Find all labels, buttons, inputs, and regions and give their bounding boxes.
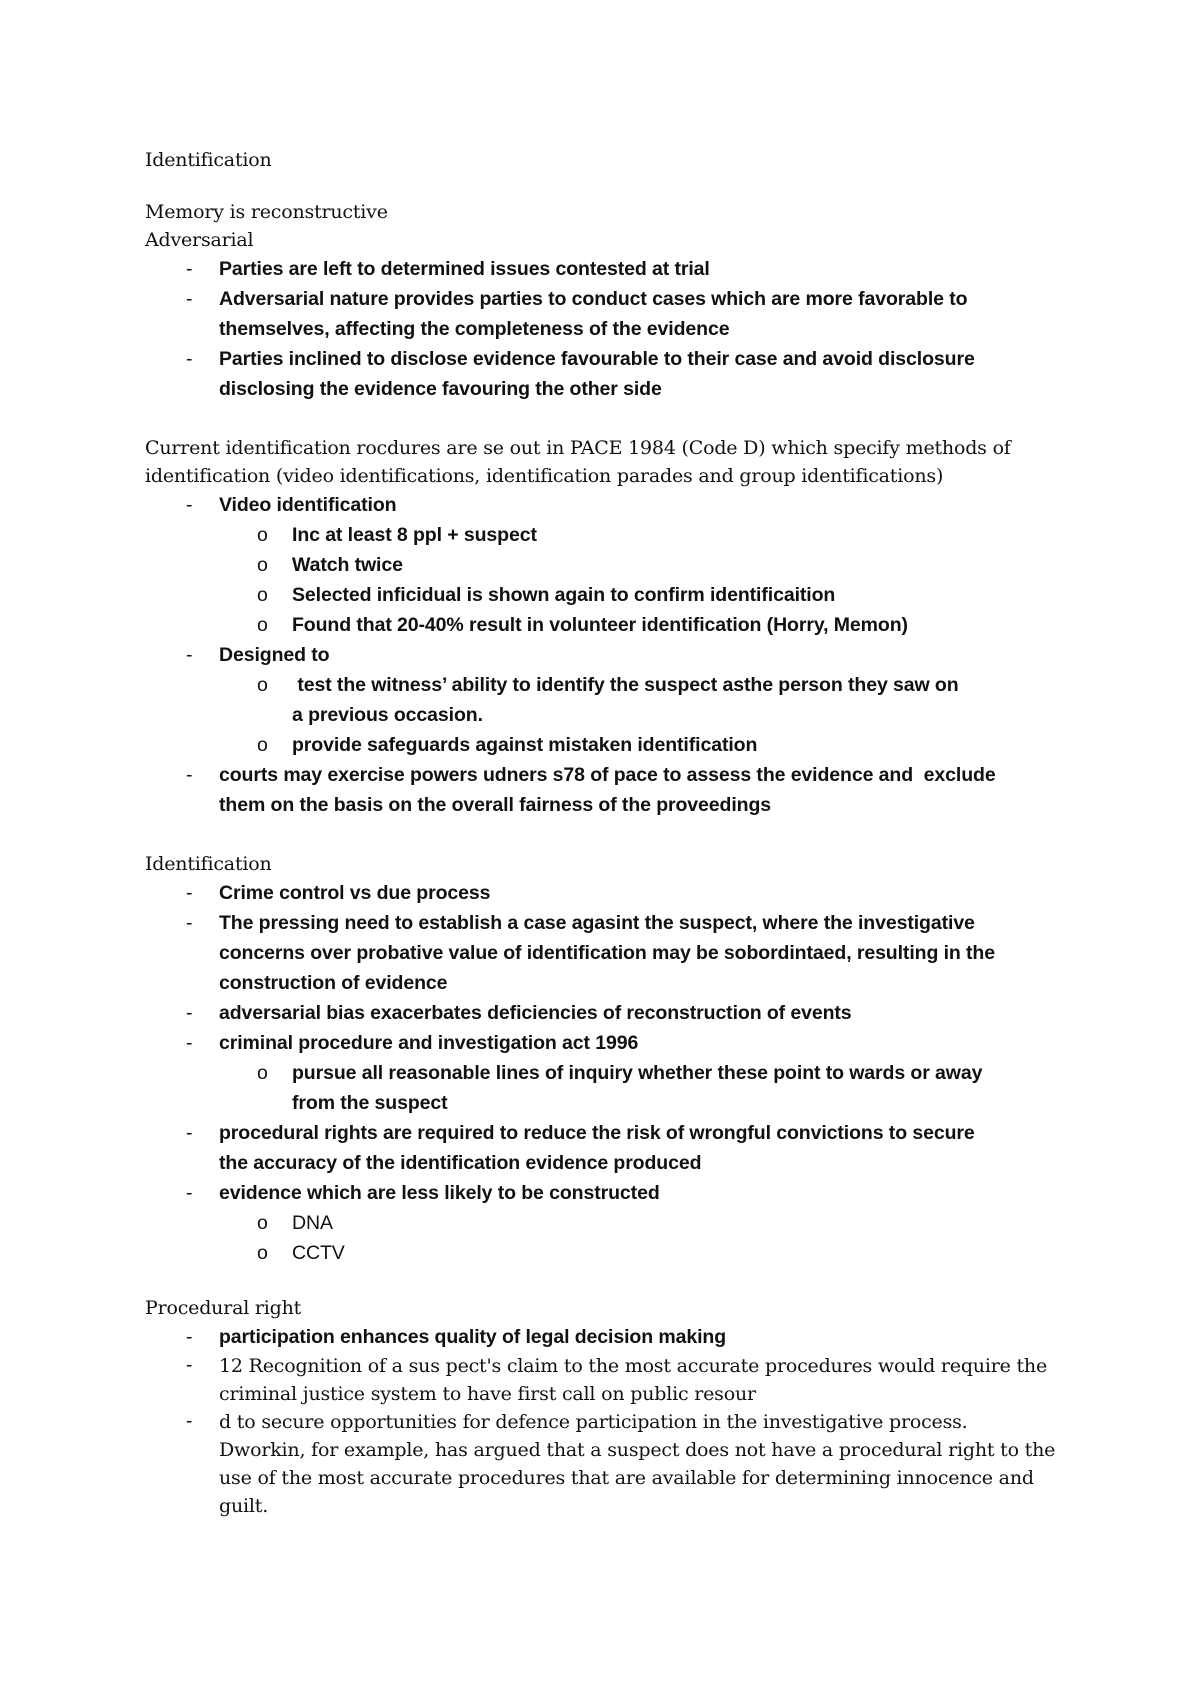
dash-marker: - [186, 258, 193, 280]
sub-list-item-text: Inc at least 8 ppl + suspect [292, 524, 537, 546]
list-item [145, 640, 1065, 670]
sub-list-item-text: CCTV [292, 1242, 345, 1264]
dash-marker: - [186, 1002, 193, 1024]
circle-marker: o [257, 614, 268, 636]
circle-marker: o [257, 1062, 268, 1084]
dash-marker: - [186, 1411, 193, 1432]
list-item-text: The pressing need to establish a case agasint the suspect, where the investigative concerns over probative value of identification may be sobordintaed, resulting in the construction of evidence [219, 912, 995, 994]
sub-list-item-text: pursue all reasonable lines of inquiry whether these point to wards or away from the suspect [292, 1062, 983, 1114]
list-item [145, 284, 979, 344]
sub-list-item [145, 1208, 1065, 1238]
list-item-text: Video identification [219, 494, 397, 516]
list-item-text: procedural rights are required to reduce the risk of wrongful convictions to secure the accuracy of the identification evidence produced [219, 1122, 975, 1174]
list-item-text: Adversarial nature provides parties to conduct cases which are more favorable to themselves, affecting the completeness of the evidence [219, 288, 968, 340]
sub-list-item [145, 580, 1065, 610]
list-item [145, 1352, 1059, 1408]
sub-list-item-text: Selected inficidual is shown again to confirm identificaition [292, 584, 836, 606]
pace-intro-line: identification (video identifications, identification parades and group identifications) [145, 465, 944, 487]
list-item [145, 254, 1065, 284]
list-item-text: 12 Recognition of a sus pect's claim to the most accurate procedures would require the criminal justice system to have first call on public resour [219, 1355, 1047, 1405]
dash-marker: - [186, 764, 193, 786]
dash-marker: - [186, 494, 193, 516]
spacer [145, 404, 1065, 434]
circle-marker: o [257, 1212, 268, 1234]
sub-list-item [145, 730, 1065, 760]
sub-list-item-text: Watch twice [292, 554, 403, 576]
dash-marker: - [186, 1326, 193, 1348]
list-item-text: courts may exercise powers udners s78 of pace to assess the evidence and exclude them on the basis on the overall fairness of the proveedings [219, 764, 1001, 816]
pace-intro-line: Current identification rocdures are se out in PACE 1984 (Code D) which specify methods of [145, 437, 1011, 459]
heading-identification: Identification [145, 149, 272, 171]
circle-marker: o [257, 734, 268, 756]
sub-list-item-text: test the witness’ ability to identify the suspect asthe person they saw on a previous occasion. [292, 674, 964, 726]
sub-list-item-text: provide safeguards against mistaken identification [292, 734, 758, 756]
sub-list-item-text: Found that 20-40% result in volunteer identification (Horry, Memon) [292, 614, 908, 636]
list-item [145, 908, 1039, 998]
list-item [145, 878, 1065, 908]
memory-line: Memory is reconstructive [145, 201, 388, 223]
list-item [145, 998, 1065, 1028]
dash-marker: - [186, 1122, 193, 1144]
dash-marker: - [186, 912, 193, 934]
list-item-text: Crime control vs due process [219, 882, 491, 904]
sub-list-item [145, 550, 1065, 580]
list-item-text: d to secure opportunities for defence participation in the investigative process. Dworkin, for example, has argued that a suspect does not have a procedural right to the use of the most accurate procedures that are available for determining innocence and guilt. [219, 1411, 1056, 1517]
document-body [145, 146, 1065, 1520]
list-item [145, 1028, 1065, 1058]
sub-list-item [145, 520, 1065, 550]
dash-marker: - [186, 882, 193, 904]
list-item [145, 1178, 1065, 1208]
dash-marker: - [186, 1182, 193, 1204]
sub-list-item [145, 610, 1065, 640]
adversarial-heading: Adversarial [145, 229, 254, 251]
circle-marker: o [257, 674, 268, 696]
list-item-text: Parties inclined to disclose evidence favourable to their case and avoid disclosure disclosing the evidence favouring the other side [219, 348, 975, 400]
spacer [145, 820, 1065, 850]
circle-marker: o [257, 1242, 268, 1264]
dash-marker: - [186, 644, 193, 666]
circle-marker: o [257, 584, 268, 606]
list-item-text: evidence which are less likely to be constructed [219, 1182, 660, 1204]
list-item [145, 760, 1009, 820]
sub-list-item-text: DNA [292, 1212, 333, 1234]
list-item-text: Parties are left to determined issues contested at trial [219, 258, 710, 280]
spacer [145, 174, 1065, 198]
list-item [145, 1322, 1065, 1352]
circle-marker: o [257, 524, 268, 546]
dash-marker: - [186, 288, 193, 310]
list-item [145, 1118, 999, 1178]
heading-identification: Identification [145, 853, 272, 875]
heading-procedural-right: Procedural right [145, 1297, 302, 1319]
dash-marker: - [186, 1355, 193, 1376]
list-item [145, 490, 1065, 520]
list-item [145, 344, 979, 404]
sub-list-item [145, 1238, 1065, 1268]
list-item-text: Designed to [219, 644, 330, 666]
sub-list-item [145, 1058, 1012, 1118]
spacer [145, 1268, 1065, 1294]
list-item-text: adversarial bias exacerbates deficiencies of reconstruction of events [219, 1002, 852, 1024]
circle-marker: o [257, 554, 268, 576]
list-item-text: participation enhances quality of legal decision making [219, 1326, 727, 1348]
dash-marker: - [186, 1032, 193, 1054]
list-item [145, 1408, 1059, 1520]
dash-marker: - [186, 348, 193, 370]
list-item-text: criminal procedure and investigation act 1996 [219, 1032, 639, 1054]
sub-list-item [145, 670, 972, 730]
